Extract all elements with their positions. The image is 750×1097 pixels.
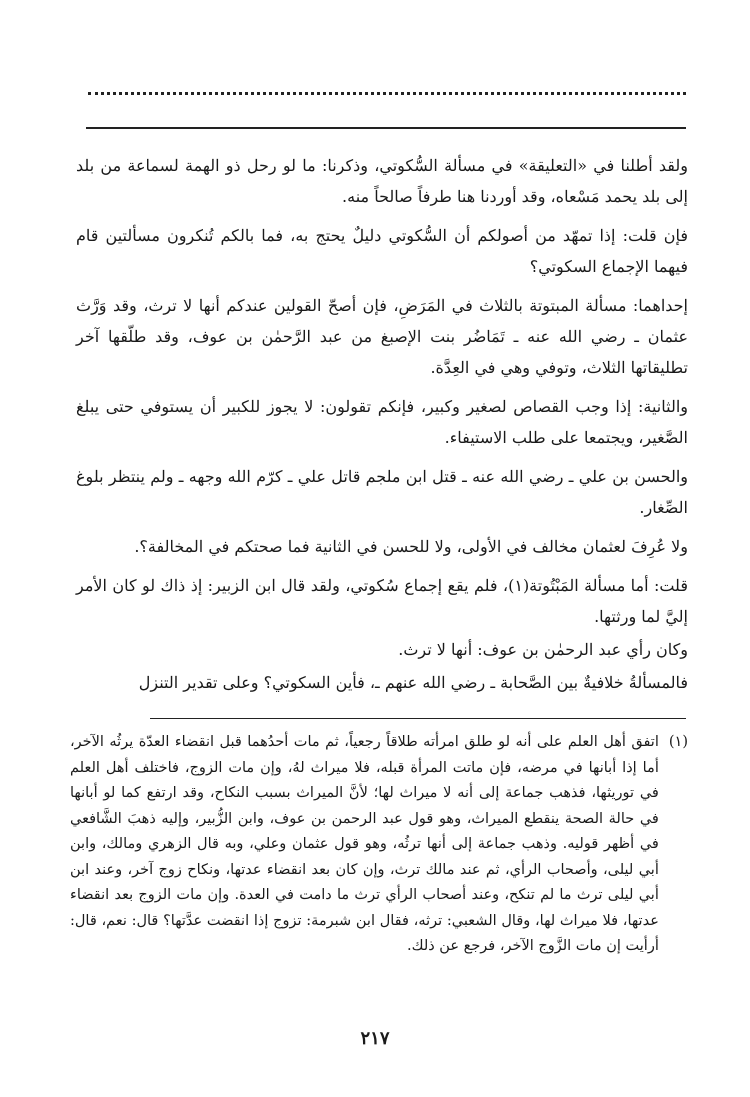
paragraph-5: والحسن بن علي ـ رضي الله عنه ـ قتل ابن ملجم قاتل علي ـ كرّم الله وجهه ـ ولم ينتظر بلوغ الصِّغار. [76, 467, 689, 517]
paragraph-4: والثانية: إذا وجب القصاص لصغير وكبير، فإنكم تقولون: لا يجوز للكبير أن يستوفي حتى يبلغ الصَّغير، ويجتمعا على طلب الاستيفاء. [76, 397, 688, 447]
footnote-text: اتفق أهل العلم على أنه لو طلق امرأته طلاقاً رجعياً، ثم مات أحدُهما قبل انقضاء العدّة يرثُه الآخر، أما إذا أبانها في مرضه، فإن ماتت المرأة قبله، فلا ميراث لهُ، وإن مات الزوج، فاختلف أهل العلم في توريثها، فذهب جماعة إلى أنه لا ميراث لها؛ لأنَّ الميراث بسبب النكاح، وقد ارتفع كما لو أبانها في حالة الصحة ينقطع الميراث، وهو قول عبد الرحمن بن عوف، وابن الزُّبير، وإليه ذهبَ الشَّافعي في أظهر قوليه. وذهب جماعة إلى أنها ترثُه، وهو قول عثمان وعلي، وبه قال الزهري ومالك، وابن أبي ليلى، وأصحاب الرأي، ثم عند مالك ترث، وإن كان بعد انقضاء عدتها، ونكاح زوج آخر، وعند ابن أبي ليلى ترث ما لم تنكح، وعند أصحاب الرأي ترث ما دامت في العدة. وإن مات الزوج بعد انقضاء عدتها، فلا ميراث لها، وقال الشعبي: ترثه، فقال ابن شبرمة: تزوج إذا انقضت عدَّتها؟ قال: نعم، قال: أرأيت إن مات الزَّوج الآخر، فرجع عن ذلك. [70, 734, 659, 954]
paragraph-3: إحداهما: مسألة المبتوتة بالثلاث في المَرَضِ، فإن أصحّ القولين عندكم أنها لا ترث، وقد وَرَّث عثمان ـ رضي الله عنه ـ تَمَاضُر بنت الإصبغ من عبد الرَّحمٰن بن عوف، وقد طلّقها آخر تطليقاتها الثلاث، وتوفي وهي في العِدَّة. [76, 296, 688, 377]
paragraph-8: وكان رأي عبد الرحمٰن بن عوف: أنها لا ترث. [398, 640, 688, 659]
main-text [76, 150, 688, 700]
paragraph-9: فالمسألةُ خلافيةٌ بين الصَّحابة ـ رضي الله عنهم ـ، فأين السكوتي؟ وعلى تقدير التنزل [138, 673, 688, 692]
header-dotted-line [88, 92, 686, 95]
footnote-separator [150, 718, 686, 719]
paragraph-2: فإن قلت: إذا تمهّد من أصولكم أن السُّكوتي دليلٌ يحتج به، فما بالكم تُنكرون مسألتين قام فيهما الإجماع السكوتي؟ [76, 226, 688, 276]
footnote [70, 730, 688, 960]
footnote-number: (١) [668, 734, 688, 750]
page-number: ٢١٧ [360, 1028, 390, 1049]
header-rule [86, 127, 686, 129]
paragraph-1: ولقد أطلنا في «التعليقة» في مسألة السُّكوتي، وذكرنا: ما لو رحل ذو الهمة لسماعة من بلد إلى بلد يحمد مَسْعاه، وقد أوردنا هنا طرفاً صالحاً منه. [76, 156, 688, 206]
paragraph-7: قلت: أما مسألة المَبْتُوتة(١)، فلم يقع إجماع سُكوتي، ولقد قال ابن الزبير: إذ ذاك لو كان الأمر إليَّ لما ورثتها. [76, 576, 689, 626]
paragraph-6: ولا عُرِفَ لعثمان مخالف في الأولى، ولا للحسن في الثانية فما صحتكم في المخالفة؟. [134, 537, 688, 556]
